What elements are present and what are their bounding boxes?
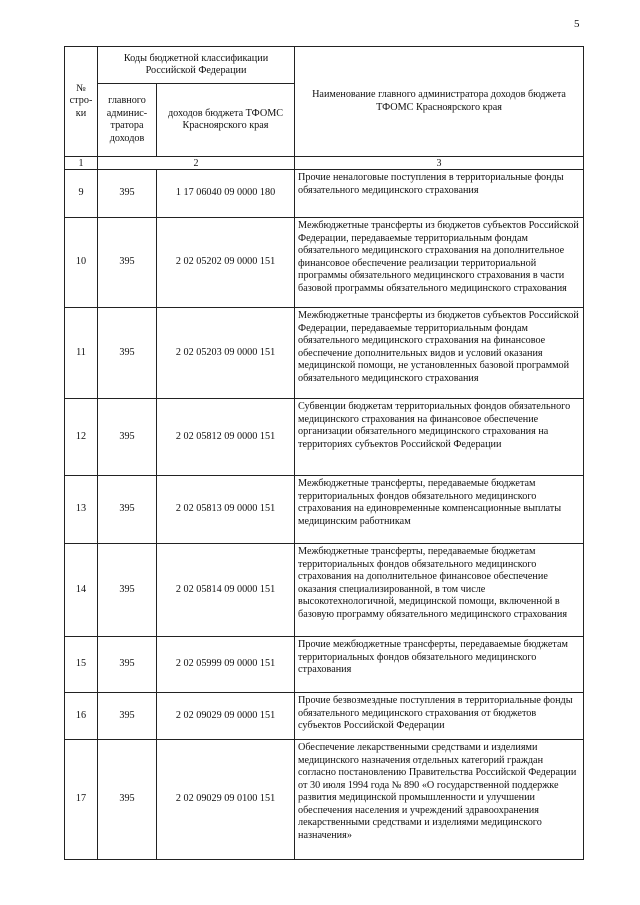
income-code: 2 02 05203 09 0000 151 <box>157 308 295 399</box>
header-administrator-name: Наименование главного администратора доходов бюджета ТФОМС Красноярского края <box>295 47 584 157</box>
table-row <box>65 637 584 693</box>
table-row <box>65 476 584 544</box>
column-number: 2 <box>98 157 295 170</box>
page-number: 5 <box>574 18 580 30</box>
table-row <box>65 218 584 308</box>
income-name: Межбюджетные трансферты из бюджетов субъектов Российской Федерации, передаваемые территориальным фондам обязательного медицинского страхования на финансовое обеспечение дополнительных видов и условий оказания медицинской помощи, не установленных базовой программой обязательного медицинского страхования <box>295 308 584 399</box>
admin-code: 395 <box>98 637 157 693</box>
column-number: 1 <box>65 157 98 170</box>
admin-code: 395 <box>98 740 157 860</box>
income-code: 2 02 09029 09 0100 151 <box>157 740 295 860</box>
income-name: Прочие безвозмездные поступления в территориальные фонды обязательного медицинского страхования от бюджетов субъектов Российской Федерации <box>295 693 584 740</box>
admin-code: 395 <box>98 218 157 308</box>
column-numbers-row <box>65 157 584 170</box>
table-row <box>65 740 584 860</box>
row-number: 10 <box>65 218 98 308</box>
table-header <box>65 47 584 170</box>
row-number: 15 <box>65 637 98 693</box>
income-code: 2 02 05999 09 0000 151 <box>157 637 295 693</box>
table-body <box>65 170 584 860</box>
admin-code: 395 <box>98 308 157 399</box>
column-number: 3 <box>295 157 584 170</box>
income-name: Межбюджетные трансферты, передаваемые бюджетам территориальных фондов обязательного медицинского страхования на дополнительное финансовое обеспечение оказания специализированной, в том числе высокотехнологичной, медицинской помощи, включенной в базовую программу обязательного медицинского страхования <box>295 544 584 637</box>
income-code: 2 02 09029 09 0000 151 <box>157 693 295 740</box>
table-row <box>65 170 584 218</box>
header-budget-income: доходов бюджета ТФОМС Красноярского края <box>157 84 295 157</box>
income-code: 2 02 05202 09 0000 151 <box>157 218 295 308</box>
admin-code: 395 <box>98 693 157 740</box>
row-number: 12 <box>65 399 98 476</box>
admin-code: 395 <box>98 544 157 637</box>
row-number: 13 <box>65 476 98 544</box>
header-codes-group: Коды бюджетной классификации Российской Федерации <box>98 47 295 84</box>
row-number: 11 <box>65 308 98 399</box>
row-number: 16 <box>65 693 98 740</box>
income-code: 2 02 05812 09 0000 151 <box>157 399 295 476</box>
income-code: 2 02 05813 09 0000 151 <box>157 476 295 544</box>
income-name: Субвенции бюджетам территориальных фондов обязательного медицинского страхования на финансовое обеспечение организации обязательного медицинского страхования на территориях субъектов Российской Федерации <box>295 399 584 476</box>
header-main-administrator: главного админис-тратора доходов <box>98 84 157 157</box>
income-name: Межбюджетные трансферты из бюджетов субъектов Российской Федерации, передаваемые территориальным фондам обязательного медицинского страхования на дополнительное финансовое обеспечение реализации территориальной программы обязательного медицинского страхования в части базовой программы обязательного медицинского страхования <box>295 218 584 308</box>
table-row <box>65 544 584 637</box>
table-row <box>65 399 584 476</box>
admin-code: 395 <box>98 476 157 544</box>
row-number: 9 <box>65 170 98 218</box>
table-row <box>65 693 584 740</box>
row-number: 14 <box>65 544 98 637</box>
table-row <box>65 308 584 399</box>
header-row-number: № стро-ки <box>65 47 98 157</box>
row-number: 17 <box>65 740 98 860</box>
budget-classification-table <box>64 46 584 860</box>
income-name: Прочие межбюджетные трансферты, передаваемые бюджетам территориальных фондов обязательного медицинского страхования <box>295 637 584 693</box>
income-name: Межбюджетные трансферты, передаваемые бюджетам территориальных фондов обязательного медицинского страхования на единовременные компенсационные выплаты медицинским работникам <box>295 476 584 544</box>
income-name: Прочие неналоговые поступления в территориальные фонды обязательного медицинского страхования <box>295 170 584 218</box>
admin-code: 395 <box>98 170 157 218</box>
income-code: 2 02 05814 09 0000 151 <box>157 544 295 637</box>
income-name: Обеспечение лекарственными средствами и изделиями медицинского назначения отдельных категорий граждан согласно постановлению Правительства Российской Федерации от 30 июля 1994 года № 890 «О государственной поддержке развития медицинской промышленности и улучшении обеспечения населения и учреждений здравоохранения лекарственными средствами и изделиями медицинского назначения» <box>295 740 584 860</box>
admin-code: 395 <box>98 399 157 476</box>
income-code: 1 17 06040 09 0000 180 <box>157 170 295 218</box>
